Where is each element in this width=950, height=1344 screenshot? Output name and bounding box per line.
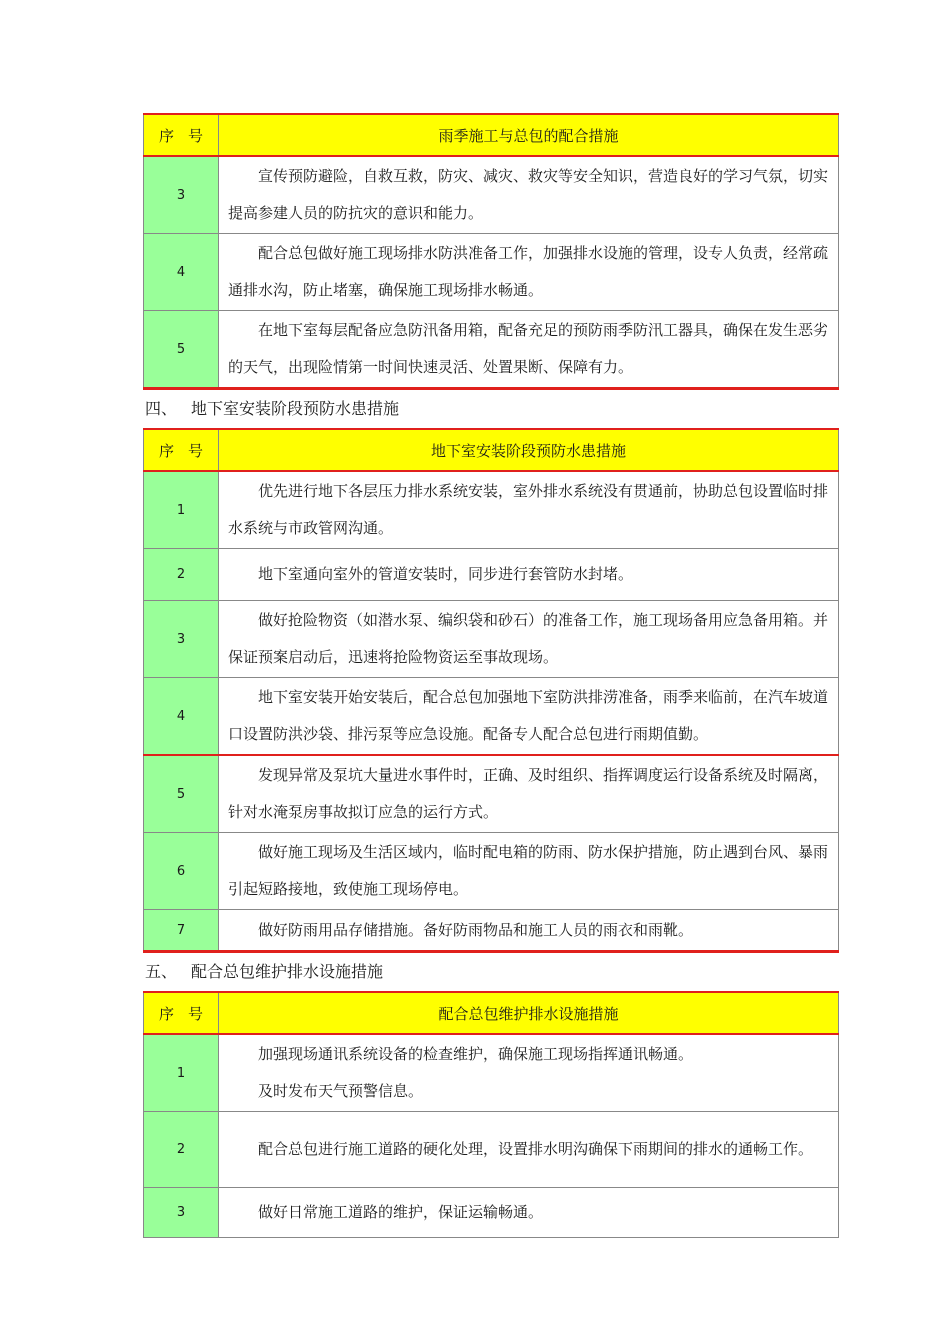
- table-row: [144, 234, 839, 311]
- row-text: [219, 833, 839, 910]
- row-text: [219, 549, 839, 601]
- table-rainy-season-coordination: [143, 113, 839, 390]
- row-paragraph: 及时发布天气预警信息。: [258, 1082, 424, 1100]
- table-row: [144, 471, 839, 549]
- table-header-row: [144, 992, 839, 1034]
- row-text: [219, 1112, 839, 1188]
- row-number: 5: [144, 755, 219, 833]
- section-title-text: 地下室安装阶段预防水患措施: [191, 399, 400, 418]
- section-heading-5: [143, 953, 838, 991]
- row-paragraph: 优先进行地下各层压力排水系统安装，室外排水系统没有贯通前，协助总包设置临时排水系统与市政管网沟通。: [228, 482, 829, 537]
- table-row: [144, 1112, 839, 1188]
- row-text: [219, 910, 839, 952]
- row-text: [219, 471, 839, 549]
- section-heading-4: [143, 390, 838, 428]
- header-measure-title: 配合总包维护排水设施措施: [219, 992, 839, 1034]
- row-text: [219, 311, 839, 389]
- table-row: [144, 311, 839, 389]
- table-basement-waterproofing: [143, 428, 839, 953]
- table-row: [144, 833, 839, 910]
- document-page: [143, 113, 838, 1238]
- header-measure-title: 雨季施工与总包的配合措施: [219, 114, 839, 156]
- header-serial-number: 序号: [144, 429, 219, 471]
- row-number: 7: [144, 910, 219, 952]
- row-paragraph: 在地下室每层配备应急防汛备用箱，配备充足的预防雨季防汛工器具，确保在发生恶劣的天气，出现险情第一时间快速灵活、处置果断、保障有力。: [228, 321, 829, 376]
- table-header-row: [144, 114, 839, 156]
- row-number: 3: [144, 601, 219, 678]
- header-measure-title: 地下室安装阶段预防水患措施: [219, 429, 839, 471]
- table-row: [144, 156, 839, 234]
- row-number: 6: [144, 833, 219, 910]
- row-number: 2: [144, 1112, 219, 1188]
- section-number: 五、: [145, 962, 178, 981]
- row-number: 1: [144, 1034, 219, 1112]
- header-serial-number: 序号: [144, 992, 219, 1034]
- table-row: [144, 601, 839, 678]
- row-number: 4: [144, 234, 219, 311]
- row-text: [219, 755, 839, 833]
- section-title-text: 配合总包维护排水设施措施: [191, 962, 384, 981]
- table-row: [144, 1034, 839, 1112]
- row-number: 3: [144, 1188, 219, 1238]
- header-serial-number: 序号: [144, 114, 219, 156]
- row-paragraph: 配合总包进行施工道路的硬化处理，设置排水明沟确保下雨期间的排水的通畅工作。: [258, 1140, 814, 1158]
- row-text: [219, 1034, 839, 1112]
- table-row: [144, 678, 839, 756]
- table-row: [144, 910, 839, 952]
- table-drainage-maintenance: [143, 991, 839, 1238]
- row-number: 3: [144, 156, 219, 234]
- table-row: [144, 549, 839, 601]
- row-paragraph: 地下室安装开始安装后，配合总包加强地下室防洪排涝准备，雨季来临前，在汽车坡道口设置防洪沙袋、排污泵等应急设施。配备专人配合总包进行雨期值勤。: [228, 688, 829, 743]
- row-text: [219, 1188, 839, 1238]
- row-text: [219, 601, 839, 678]
- row-paragraph: 配合总包做好施工现场排水防洪准备工作，加强排水设施的管理，设专人负责，经常疏通排水沟，防止堵塞，确保施工现场排水畅通。: [228, 244, 829, 299]
- row-number: 1: [144, 471, 219, 549]
- row-paragraph: 做好日常施工道路的维护，保证运输畅通。: [258, 1203, 544, 1221]
- row-paragraph: 做好防雨用品存储措施。备好防雨物品和施工人员的雨衣和雨靴。: [258, 920, 694, 939]
- table-row: [144, 1188, 839, 1238]
- row-paragraph: 地下室通向室外的管道安装时，同步进行套管防水封堵。: [258, 565, 634, 583]
- table-header-row: [144, 429, 839, 471]
- row-text: [219, 156, 839, 234]
- section-number: 四、: [145, 399, 178, 418]
- row-paragraph: 宣传预防避险，自救互救，防灾、减灾、救灾等安全知识，营造良好的学习气氛，切实提高参建人员的防抗灾的意识和能力。: [228, 167, 829, 222]
- row-number: 2: [144, 549, 219, 601]
- row-text: [219, 678, 839, 756]
- row-paragraph: 做好抢险物资（如潜水泵、编织袋和砂石）的准备工作，施工现场备用应急备用箱。并保证预案启动后，迅速将抢险物资运至事故现场。: [228, 611, 829, 666]
- table-row: [144, 755, 839, 833]
- row-text: [219, 234, 839, 311]
- row-paragraph: 发现异常及泵坑大量进水事件时，正确、及时组织、指挥调度运行设备系统及时隔离，针对水淹泵房事故拟订应急的运行方式。: [228, 766, 829, 821]
- row-paragraph: 做好施工现场及生活区域内，临时配电箱的防雨、防水保护措施，防止遇到台风、暴雨引起短路接地，致使施工现场停电。: [228, 843, 829, 898]
- row-paragraph: 加强现场通讯系统设备的检查维护，确保施工现场指挥通讯畅通。: [258, 1045, 694, 1063]
- row-number: 4: [144, 678, 219, 756]
- row-number: 5: [144, 311, 219, 389]
